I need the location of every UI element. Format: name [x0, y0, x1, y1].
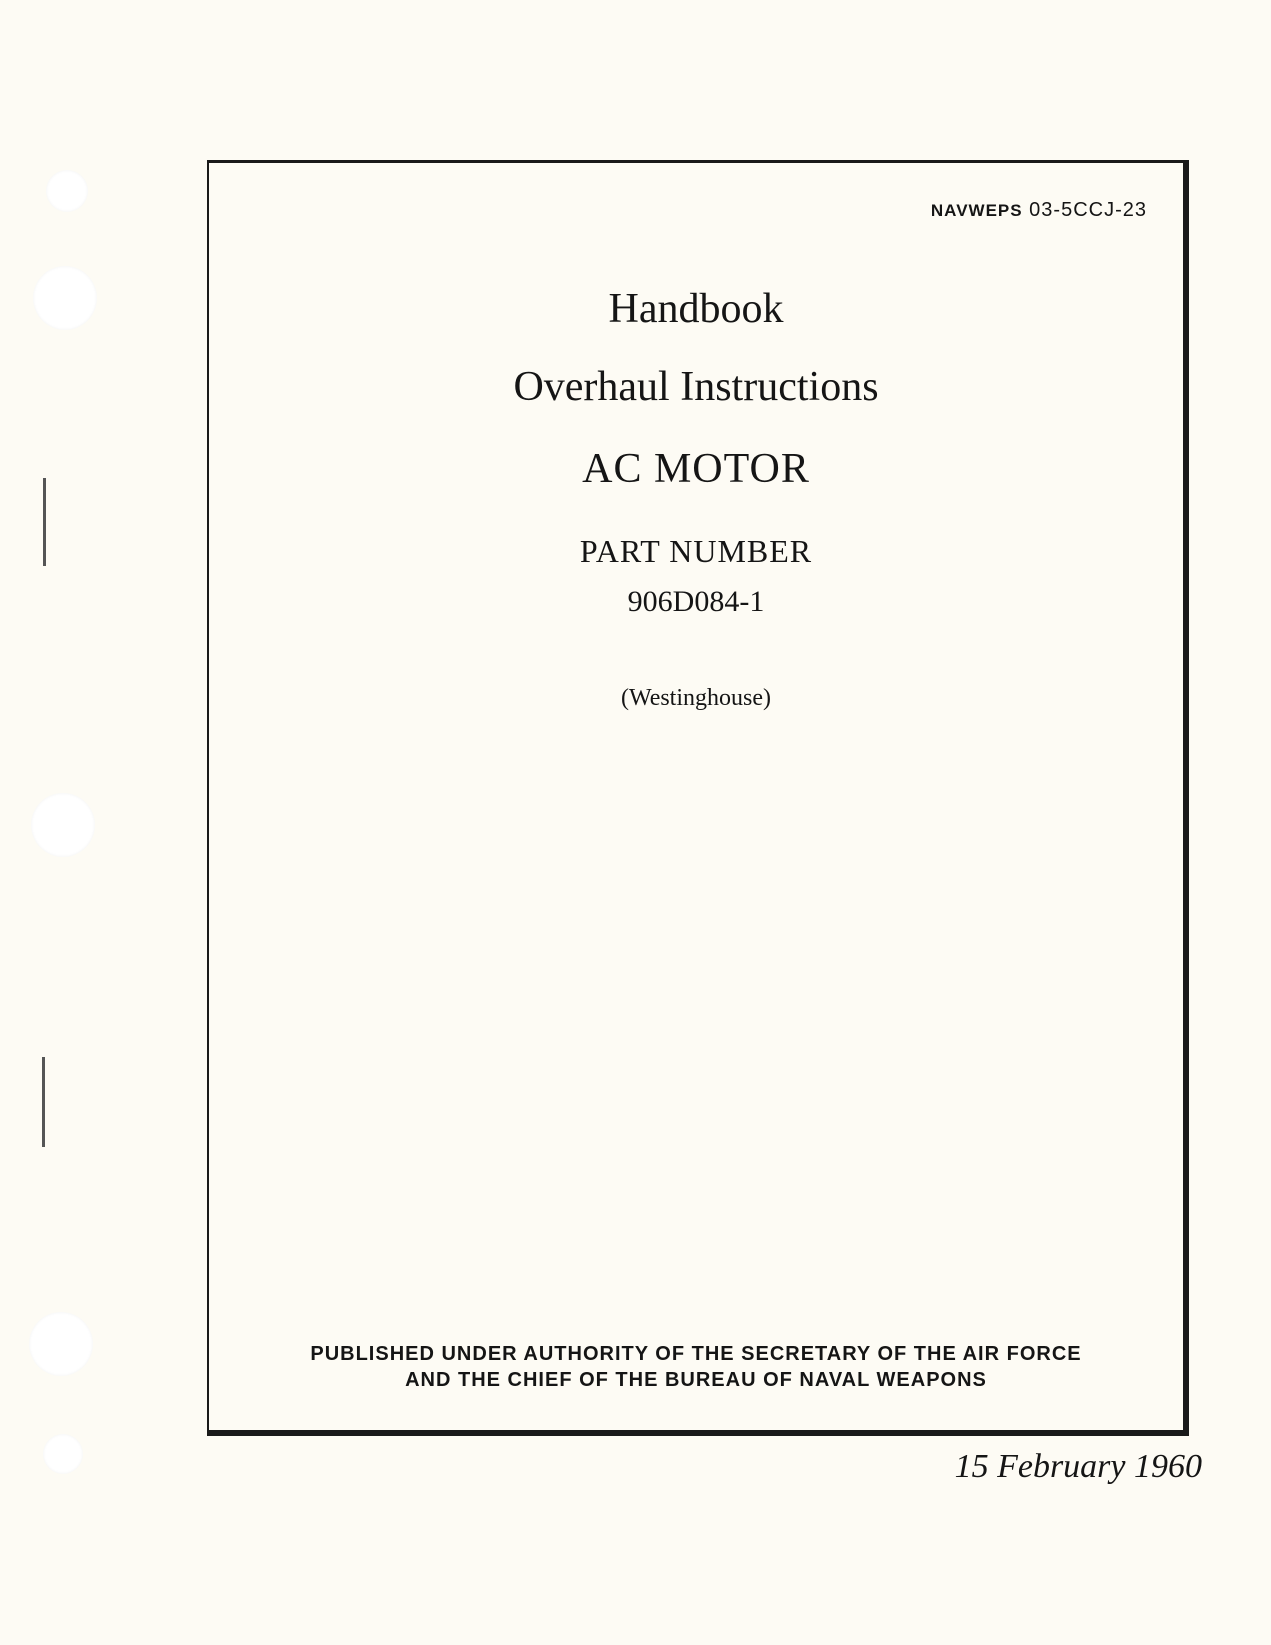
document-number-prefix: NAVWEPS — [930, 201, 1023, 220]
document-number-code: 03-5CCJ-23 — [1029, 199, 1147, 221]
authority-line-2: AND THE CHIEF OF THE BUREAU OF NAVAL WEAPONS — [405, 1369, 987, 1391]
title-ac-motor: AC MOTOR — [582, 446, 810, 492]
part-number-label: PART NUMBER — [579, 533, 813, 569]
title-overhaul-instructions: Overhaul Instructions — [513, 364, 879, 410]
punch-hole — [43, 1434, 83, 1474]
part-number-value: 906D084-1 — [627, 585, 765, 618]
publication-authority — [209, 1341, 1183, 1393]
punch-hole — [29, 1312, 93, 1376]
document-number — [931, 199, 1147, 222]
staple-mark — [43, 478, 46, 566]
publication-date: 15 February 1960 — [954, 1448, 1202, 1485]
punch-hole — [31, 793, 95, 857]
punch-hole — [46, 170, 88, 212]
punch-hole — [33, 266, 97, 330]
manufacturer-name: (Westinghouse) — [620, 685, 772, 711]
authority-line-1: PUBLISHED UNDER AUTHORITY OF THE SECRETARY OF THE AIR FORCE — [310, 1343, 1082, 1365]
title-handbook: Handbook — [608, 286, 784, 332]
cover-frame — [207, 160, 1189, 1436]
staple-mark — [42, 1057, 45, 1147]
